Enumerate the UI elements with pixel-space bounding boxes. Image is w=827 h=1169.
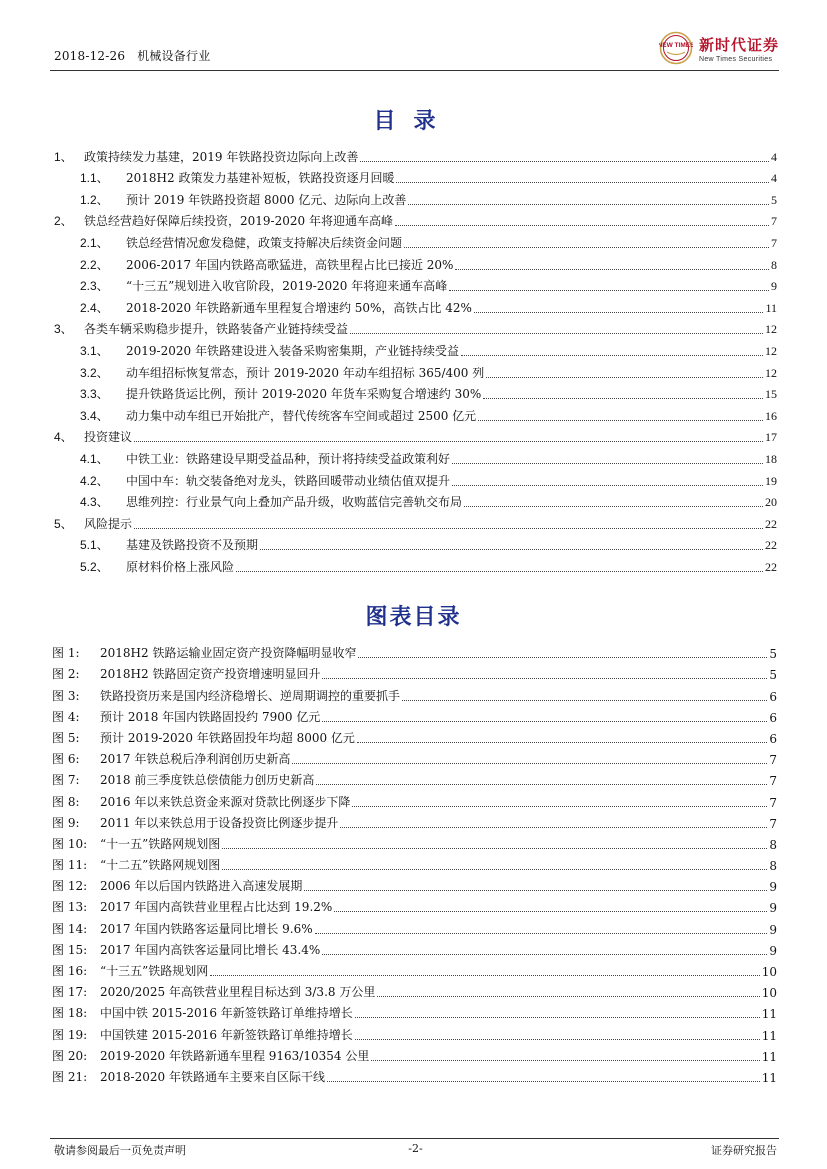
toc-entry-number: 2、 (54, 214, 73, 229)
dot-leader (222, 869, 767, 870)
figure-entry-title: 预计 2018 年国内铁路固投约 7900 亿元 (100, 709, 321, 724)
dot-leader (304, 890, 767, 891)
toc-entry-title: 风险提示 (84, 516, 133, 531)
toc-entry-number: 2.3、 (80, 279, 109, 294)
dot-leader (408, 204, 769, 205)
toc-entry-page: 7 (771, 214, 777, 229)
toc-entry-number: 3.4、 (80, 408, 109, 423)
toc-entry-number: 2.4、 (80, 300, 109, 315)
figure-entry-title: 铁路投资历来是国内经济稳增长、逆周期调控的重要抓手 (100, 688, 401, 703)
figure-entry-label: 图 20: (52, 1048, 88, 1063)
toc-entry-page: 22 (765, 538, 777, 553)
figure-entry-title: 2017 年国内高铁营业里程占比达到 19.2% (100, 900, 333, 915)
dot-leader (404, 247, 769, 248)
toc-entry-page: 9 (771, 279, 777, 294)
figure-entry-label: 图 2: (52, 667, 80, 682)
figure-entry[interactable] (52, 640, 777, 661)
toc-entry-title: 铁总经营趋好保障后续投资，2019-2020 年将迎通车高峰 (84, 214, 393, 229)
toc-list (54, 143, 777, 575)
figure-entry[interactable] (52, 1064, 777, 1085)
figure-entry-title: 中国中铁 2015-2016 年新签铁路订单维持增长 (100, 1006, 353, 1021)
toc-entry-title: “十三五”规划进入收官阶段，2019-2020 年将迎来通车高峰 (126, 279, 448, 294)
toc-entry-page: 22 (765, 559, 777, 574)
figure-entry-title: 2019-2020 年铁路新通车里程 9163/10354 公里 (100, 1048, 370, 1063)
figure-entry-page: 9 (769, 922, 777, 937)
figure-entry[interactable] (52, 831, 777, 852)
figure-entry-label: 图 8: (52, 794, 80, 809)
figure-entry-label: 图 18: (52, 1006, 88, 1021)
toc-entry[interactable] (54, 489, 777, 511)
dot-leader (355, 1039, 760, 1040)
disclaimer-note: 敬请参阅最后一页免责声明 (54, 1144, 186, 1157)
toc-entry[interactable] (54, 316, 777, 338)
figure-entry-page: 9 (769, 943, 777, 958)
dot-leader (449, 290, 769, 291)
figure-entry-label: 图 11: (52, 858, 88, 873)
toc-entry[interactable] (54, 359, 777, 381)
figure-entry-label: 图 16: (52, 964, 88, 978)
figure-entry-page: 11 (761, 1049, 777, 1064)
figure-entry[interactable] (52, 852, 777, 873)
figure-entry-label: 图 1: (52, 646, 80, 661)
toc-entry[interactable] (54, 251, 777, 273)
figure-entry-label: 图 19: (52, 1027, 88, 1042)
toc-entry-number: 4.2、 (80, 473, 109, 488)
page-footer (54, 1142, 777, 1158)
figure-entry-title: 2017 年国内高铁客运量同比增长 43.4% (100, 942, 321, 957)
toc-entry-number: 1、 (54, 149, 73, 164)
figure-entry[interactable] (52, 937, 777, 958)
toc-entry[interactable] (54, 402, 777, 424)
dot-leader (322, 954, 767, 955)
figure-entry-label: 图 9: (52, 815, 80, 830)
figure-list (52, 640, 777, 1085)
figure-entry-title: 2018H2 铁路运输业固定资产投资降幅明显收窄 (100, 646, 357, 661)
dot-leader (315, 933, 768, 934)
dot-leader (478, 420, 763, 421)
dot-leader (360, 161, 769, 162)
logo-mark-text: NEW TIMES (658, 42, 693, 49)
toc-entry-number: 4、 (54, 430, 73, 445)
toc-entry-page: 12 (765, 343, 777, 358)
figure-entry-title: 2017 年铁总税后净利润创历史新高 (100, 752, 291, 767)
toc-entry-number: 3.1、 (80, 343, 109, 358)
toc-entry[interactable] (54, 445, 777, 467)
footer-divider (50, 1138, 779, 1139)
toc-entry-title: 2018H2 政策发力基建补短板，铁路投资逐月回暖 (126, 171, 395, 186)
figure-entry-page: 9 (769, 901, 777, 916)
figure-entry-page: 5 (769, 647, 777, 662)
page-header (54, 30, 779, 70)
toc-entry-page: 11 (765, 300, 777, 315)
industry-name: 机械设备行业 (137, 49, 211, 63)
dot-leader (474, 312, 764, 313)
toc-entry-title: 投资建议 (84, 430, 133, 445)
figure-entry[interactable] (52, 810, 777, 831)
figure-entry-title: 2018-2020 年铁路通车主要来自区际干线 (100, 1069, 325, 1084)
figure-entry[interactable] (52, 704, 777, 725)
dot-leader (355, 1017, 760, 1018)
dot-leader (371, 1060, 759, 1061)
page-number: -2- (408, 1142, 423, 1155)
brand-logo (659, 30, 779, 66)
figure-entry[interactable] (52, 1000, 777, 1021)
toc-entry-number: 5.1、 (80, 538, 109, 553)
figure-entry-page: 5 (769, 668, 777, 683)
figure-entry-title: 预计 2019-2020 年铁路固投年均超 8000 亿元 (100, 730, 355, 745)
dot-leader (452, 463, 763, 464)
toc-entry-title: 思维列控：行业景气向上叠加产品升级，收购蓝信完善轨交布局 (126, 495, 463, 510)
figure-entry-page: 7 (769, 816, 777, 831)
dot-leader (210, 975, 759, 976)
toc-entry-number: 3.3、 (80, 387, 109, 402)
figure-entry-page: 10 (761, 965, 777, 979)
toc-entry-number: 3、 (54, 322, 73, 337)
toc-entry-title: 各类车辆采购稳步提升，铁路装备产业链持续受益 (84, 322, 349, 337)
toc-entry-page: 17 (765, 430, 777, 445)
figure-entry-label: 图 3: (52, 688, 80, 703)
figure-entry[interactable] (52, 788, 777, 809)
dot-leader (292, 763, 767, 764)
toc-entry-title: 预计 2019 年铁路投资超 8000 亿元、边际向上改善 (126, 192, 407, 207)
toc-entry[interactable] (54, 165, 777, 187)
dot-leader (322, 678, 767, 679)
toc-entry[interactable] (54, 186, 777, 208)
toc-entry-title: 中国中车：轨交装备绝对龙头，铁路回暖带动业绩估值双提升 (126, 473, 451, 488)
figure-entry-label: 图 14: (52, 921, 88, 936)
toc-entry-title: 动力集中动车组已开始批产，替代传统客车空间或超过 2500 亿元 (126, 408, 477, 423)
dot-leader (357, 742, 767, 743)
dot-leader (236, 571, 763, 572)
toc-entry[interactable] (54, 467, 777, 489)
figure-entry-label: 图 10: (52, 836, 88, 851)
dot-leader (464, 506, 763, 507)
figure-entry-label: 图 6: (52, 752, 80, 767)
toc-entry[interactable] (54, 553, 777, 575)
figure-entry-title: 2006 年以后国内铁路进入高速发展期 (100, 879, 303, 894)
dot-leader (327, 1081, 760, 1082)
figure-entry-title: 2017 年国内铁路客运量同比增长 9.6% (100, 921, 313, 936)
dot-leader (222, 848, 767, 849)
figure-entry-title: 中国铁建 2015-2016 年新签铁路订单维持增长 (100, 1027, 353, 1042)
header-info (54, 47, 218, 64)
toc-entry-page: 5 (771, 192, 777, 207)
figure-entry-label: 图 21: (52, 1069, 88, 1084)
report-date: 2018-12-26 (54, 49, 126, 63)
dot-leader (260, 549, 763, 550)
figure-entry[interactable] (52, 894, 777, 915)
figure-entry-title: 2016 年以来铁总资金来源对贷款比例逐步下降 (100, 794, 351, 809)
figure-entry[interactable] (52, 915, 777, 936)
figure-entry[interactable] (52, 661, 777, 682)
dot-leader (455, 269, 769, 270)
toc-entry-title: 基建及铁路投资不及预期 (126, 538, 259, 553)
dot-leader (322, 721, 767, 722)
figure-entry[interactable] (52, 958, 777, 979)
toc-entry-number: 3.2、 (80, 365, 109, 380)
toc-entry-title: 2006-2017 年国内铁路高歌猛进，高铁里程占比已接近 20% (126, 257, 454, 272)
figure-entry[interactable] (52, 979, 777, 1000)
figure-entry[interactable] (52, 1043, 777, 1064)
toc-title: 目录 (373, 109, 454, 134)
toc-entry-page: 8 (771, 257, 777, 272)
toc-entry[interactable] (54, 532, 777, 554)
figure-entry-page: 10 (761, 986, 777, 1001)
figure-entry[interactable] (52, 746, 777, 767)
toc-entry[interactable] (54, 143, 777, 165)
figure-entry-page: 8 (769, 837, 777, 852)
figure-entry[interactable] (52, 873, 777, 894)
toc-entry-title: 中铁工业：铁路建设早期受益品种，预计将持续受益政策利好 (126, 451, 451, 466)
dot-leader (377, 996, 759, 997)
dot-leader (395, 225, 769, 226)
figure-entry-page: 11 (761, 1028, 777, 1043)
figure-entry-label: 图 15: (52, 942, 88, 957)
figure-entry-title: 2018H2 铁路固定资产投资增速明显回升 (100, 667, 321, 682)
figure-entry-title: 2018 前三季度铁总偿债能力创历史新高 (100, 773, 315, 788)
figure-entry-title: 2011 年以来铁总用于设备投资比例逐步提升 (100, 815, 339, 830)
logo-emblem-icon (659, 31, 693, 65)
toc-entry-title: 原材料价格上涨风险 (126, 559, 235, 574)
toc-entry-number: 5.2、 (80, 559, 109, 574)
toc-entry-title: 2019-2020 年铁路建设进入装备采购密集期，产业链持续受益 (126, 343, 459, 358)
figure-entry-label: 图 12: (52, 879, 88, 894)
figure-entry-label: 图 4: (52, 709, 80, 724)
toc-entry-page: 19 (765, 473, 777, 488)
toc-entry-page: 12 (765, 365, 777, 380)
toc-entry[interactable] (54, 273, 777, 295)
toc-entry[interactable] (54, 208, 777, 230)
toc-entry-page: 12 (765, 322, 777, 337)
figure-entry-label: 图 17: (52, 985, 88, 1000)
figure-entry-page: 11 (761, 1007, 777, 1022)
dot-leader (316, 784, 767, 785)
figure-entry-label: 图 5: (52, 730, 80, 745)
dot-leader (461, 355, 763, 356)
toc-entry-title: 2018-2020 年铁路新通车里程复合增速约 50%，高铁占比 42% (126, 300, 472, 315)
figure-entry-page: 7 (769, 795, 777, 810)
toc-entry-number: 4.3、 (80, 495, 109, 510)
dot-leader (483, 398, 763, 399)
toc-entry-number: 2.1、 (80, 235, 109, 250)
toc-entry-title: 政策持续发力基建，2019 年铁路投资边际向上改善 (84, 149, 359, 164)
dot-leader (396, 182, 769, 183)
dot-leader (350, 333, 763, 334)
toc-entry-title: 提升铁路货运比例，预计 2019-2020 年货车采购复合增速约 30% (126, 387, 482, 402)
figure-entry-title: “十三五”铁路规划网 (100, 964, 209, 978)
dot-leader (486, 377, 763, 378)
toc-entry-number: 5、 (54, 516, 73, 531)
dot-leader (358, 657, 767, 658)
toc-entry[interactable] (54, 381, 777, 403)
figure-entry-title: “十二五”铁路网规划图 (100, 858, 221, 873)
figure-entry-title: 2020/2025 年高铁营业里程目标达到 3/3.8 万公里 (100, 985, 376, 1000)
figure-entry-label: 图 13: (52, 900, 88, 915)
dot-leader (134, 528, 763, 529)
figure-entry-label: 图 7: (52, 773, 80, 788)
figure-entry-page: 8 (769, 859, 777, 874)
toc-entry[interactable] (54, 424, 777, 446)
figure-entry[interactable] (52, 767, 777, 788)
dot-leader (402, 700, 767, 701)
toc-entry-page: 18 (765, 451, 777, 466)
figure-entry-page: 6 (769, 710, 777, 725)
toc-entry[interactable] (54, 337, 777, 359)
report-type: 证券研究报告 (711, 1144, 777, 1157)
toc-entry-number: 2.2、 (80, 257, 109, 272)
dot-leader (452, 485, 763, 486)
toc-entry[interactable] (54, 229, 777, 251)
toc-entry[interactable] (54, 510, 777, 532)
dot-leader (134, 441, 763, 442)
toc-entry[interactable] (54, 294, 777, 316)
logo-english-name: New Times Securities (698, 55, 773, 63)
figure-list-title: 图表目录 (365, 605, 462, 630)
toc-entry-number: 4.1、 (80, 451, 109, 466)
toc-entry-number: 1.1、 (80, 171, 109, 186)
figure-entry-page: 6 (769, 689, 777, 704)
toc-entry-title: 铁总经营情况愈发稳健，政策支持解决后续资金问题 (126, 235, 403, 250)
figure-entry-page: 9 (769, 880, 777, 895)
toc-entry-title: 动车组招标恢复常态，预计 2019-2020 年动车组招标 365/400 列 (126, 365, 485, 380)
dot-leader (352, 806, 767, 807)
header-divider (50, 70, 779, 71)
toc-entry-page: 22 (765, 516, 777, 531)
toc-entry-page: 15 (765, 387, 777, 402)
figure-entry-page: 7 (769, 774, 777, 789)
figure-entry[interactable] (52, 725, 777, 746)
toc-entry-page: 4 (771, 171, 777, 186)
toc-entry-page: 7 (771, 235, 777, 250)
toc-entry-number: 1.2、 (80, 192, 109, 207)
dot-leader (334, 911, 767, 912)
toc-entry-page: 4 (771, 149, 777, 164)
figure-entry[interactable] (52, 1021, 777, 1042)
figure-entry-title: “十一五”铁路网规划图 (100, 836, 221, 851)
figure-entry-page: 7 (769, 753, 777, 768)
dot-leader (340, 827, 767, 828)
figure-entry-page: 11 (761, 1070, 777, 1085)
toc-entry-page: 16 (765, 408, 777, 423)
figure-entry-page: 6 (769, 731, 777, 746)
figure-entry[interactable] (52, 682, 777, 703)
toc-entry-page: 20 (765, 495, 777, 510)
logo-chinese-name: 新时代证券 (698, 35, 779, 54)
